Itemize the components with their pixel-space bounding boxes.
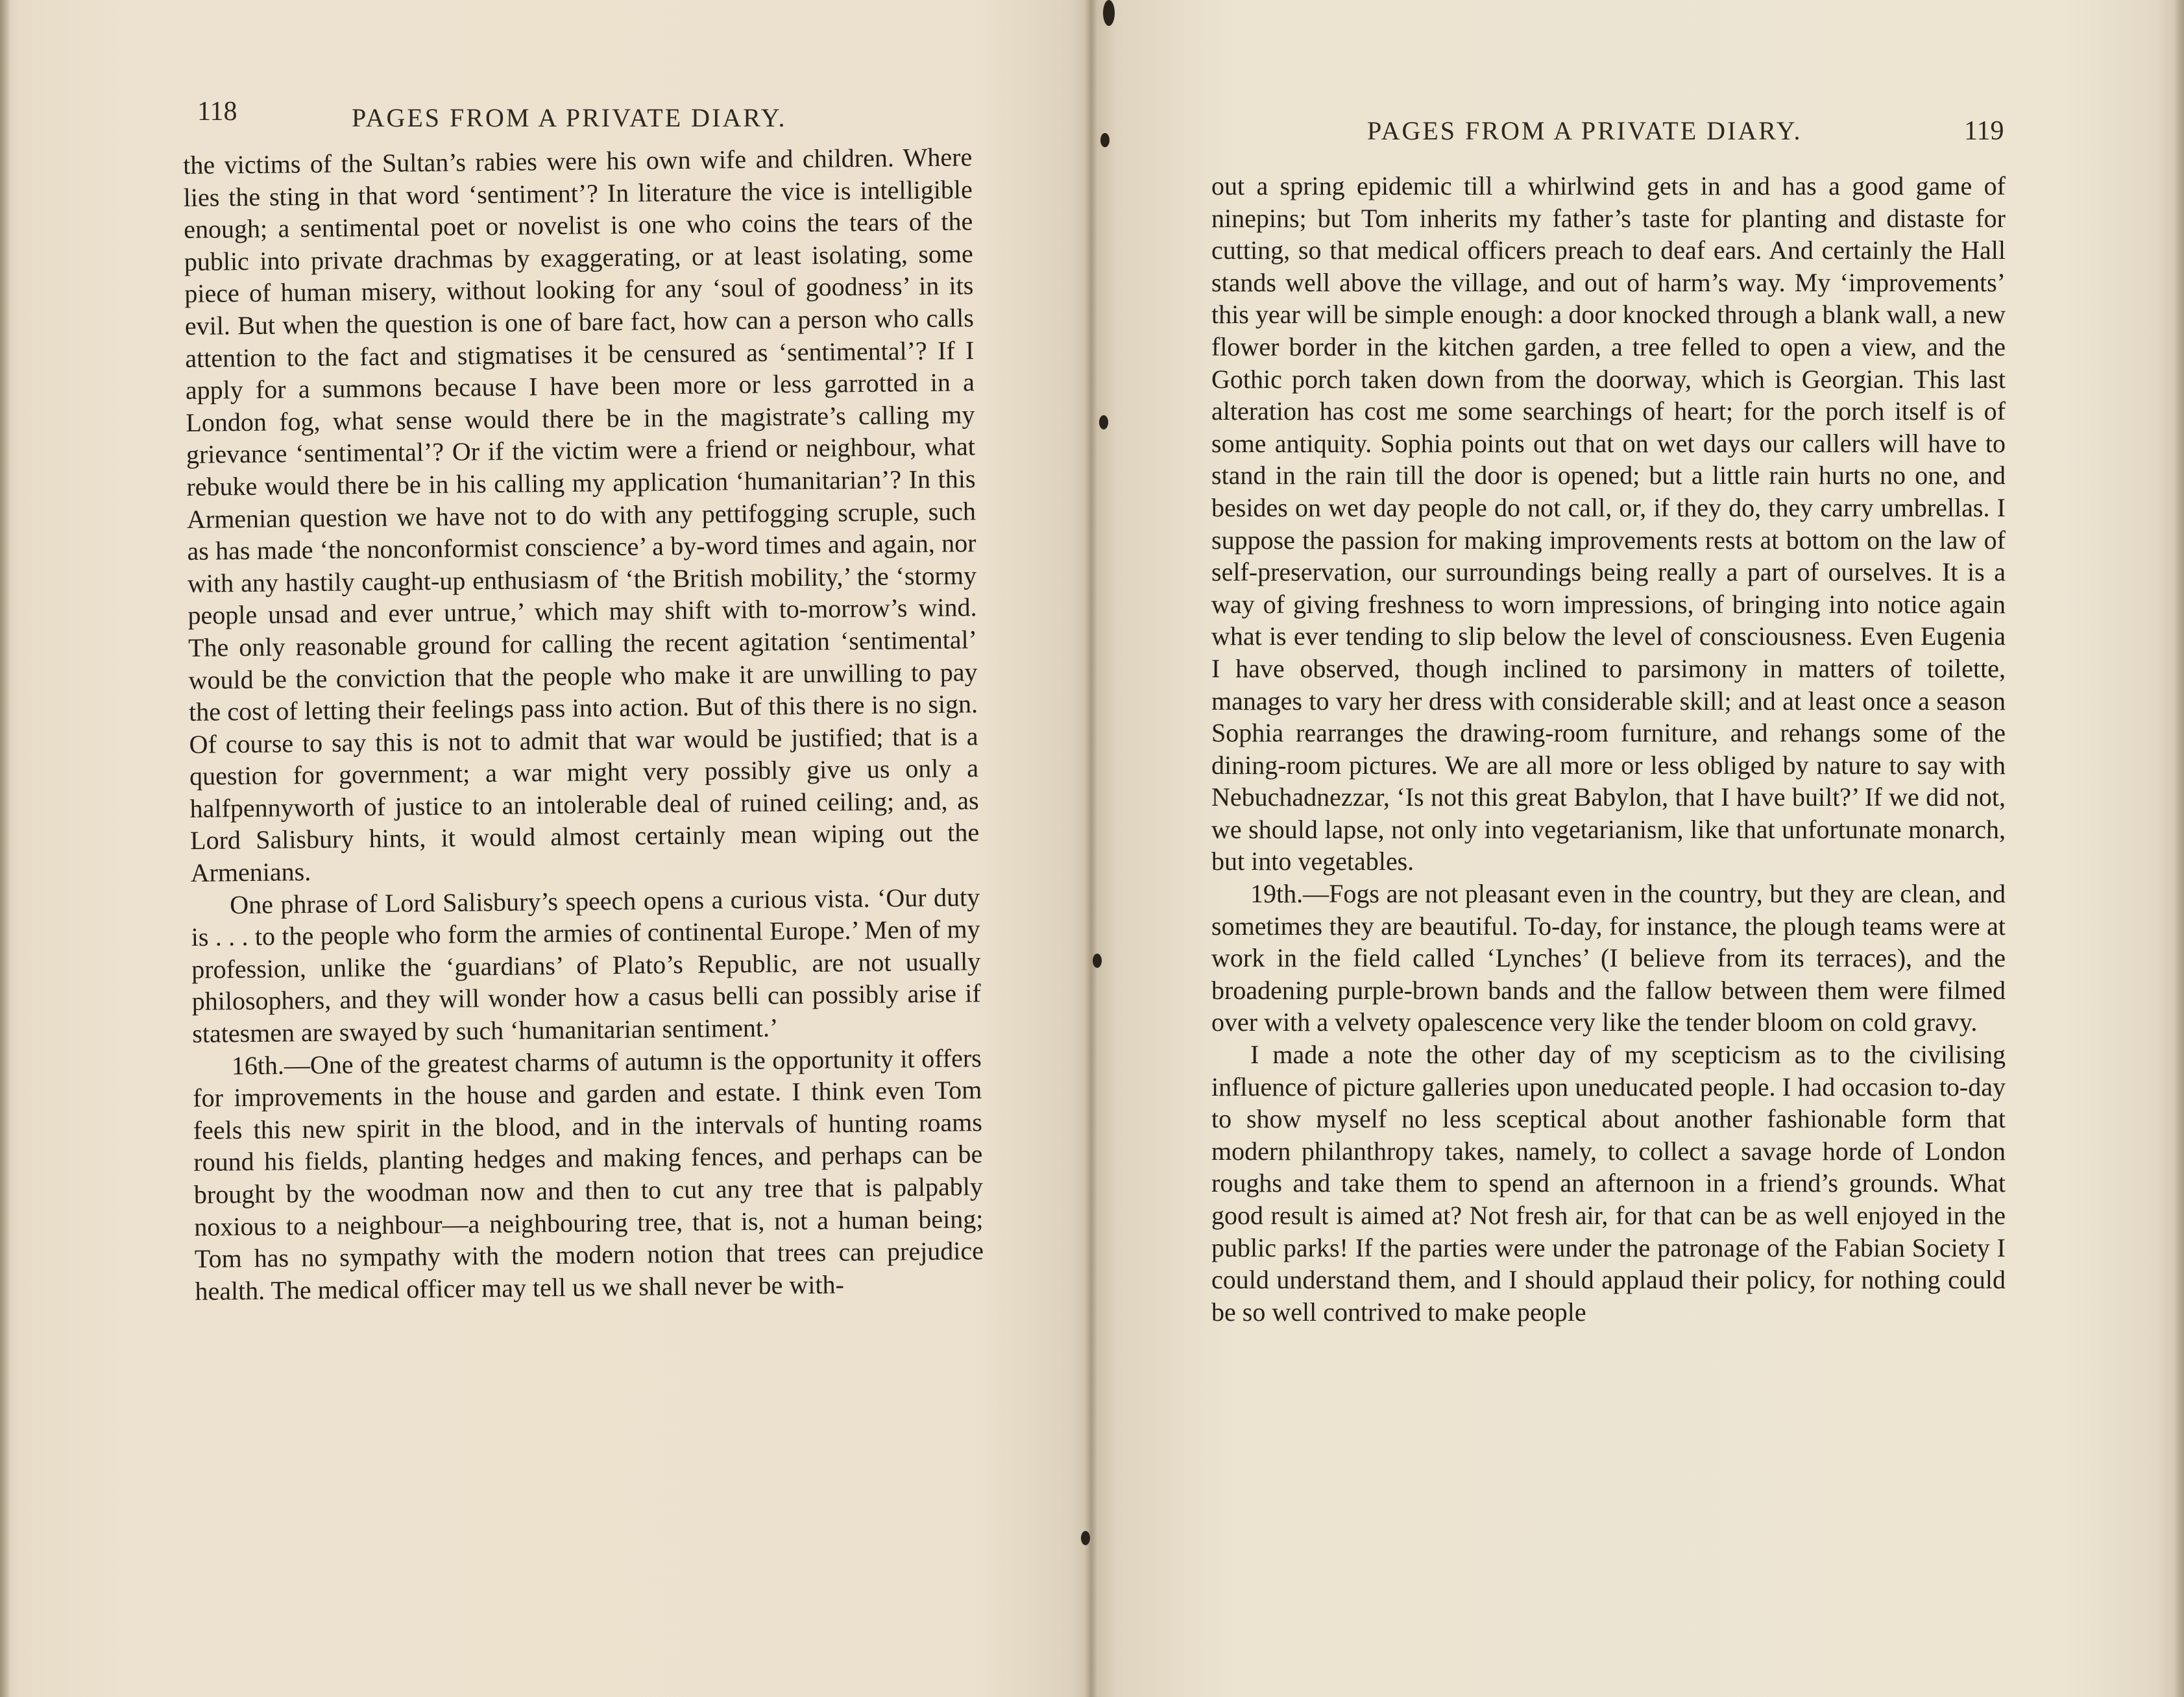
left-paragraph-2: One phrase of Lord Salisbury’s speech opens a curious vista. ‘Our duty is . . . to the people who form the armies of continental Europe.’ Men of my profession, unlike the ‘guardians’ of Plato’s Republic, are not usually philosophers, and they will wonder how a casus belli can possibly arise if statesmen are swayed by such ‘humanitarian sentiment.’ [191, 882, 981, 1048]
left-page-edge [0, 0, 10, 1697]
right-paragraph-2: 19th.—Fogs are not pleasant even in the country, but they are clean, and sometimes they are beautiful. To-day, for instance, the plough teams were at work in the field called ‘Lynches’ (I believe from its terraces), and the broadening purple-brown bands and the fallow between them were filmed over with a velvety opalescence very like the tender bloom on cold gravy. [1211, 879, 2006, 1037]
book-gutter [1085, 0, 1098, 1697]
right-page-number: 119 [1964, 116, 2004, 146]
left-paragraph-3: 16th.—One of the greatest charms of autumn is the opportunity it offers for improvements in the house and garden and estate. I think even Tom feels this new spirit in the blood, and in the intervals of hunting roams round his fields, planting hedges and making fences, and perhaps can be brought by the woodman now and then to cut any tree that is palpably noxious to a neighbour—a neighbouring tree, that is, not a human being; Tom has no sympathy with the modern notion that trees can prejudice health. The medical officer may tell us we shall never be with- [193, 1042, 984, 1306]
left-page-number: 118 [197, 97, 237, 126]
binding-thread-mark [1099, 415, 1108, 429]
binding-thread-mark [1081, 1531, 1090, 1545]
left-running-head: PAGES FROM A PRIVATE DIARY. [352, 103, 787, 132]
right-paragraph-1: out a spring epidemic till a whirlwind gets in and has a good game of ninepins; but Tom inherits my father’s taste for planting and distaste for cutting, so that medical officers preach to deaf ears. And certainly the Hall stands well above the village, and out of harm’s way. My ‘improvements’ this year will be simple enough: a door knocked through a blank wall, a new flower border in the kitchen garden, a tree felled to open a view, and the Gothic porch taken down from the doorway, which is Georgian. This last alteration has cost me some searchings of heart; for the porch itself is of some antiquity. Sophia points out that on wet days our callers will have to stand in the rain till the door is opened; but a little rain hurts no one, and besides on wet day people do not call, or, if they do, they carry umbrellas. I suppose the passion for making improvements rests at bottom on the law of self-preservation, our surroundings being really a part of ourselves. It is a way of giving freshness to worn impressions, of bringing into notice again what is ever tending to slip below the level of consciousness. Even Eugenia I have observed, though inclined to parsimony in matters of toilette, manages to vary her dress with considerable skill; and at least once a season Sophia rearranges the drawing-room furniture, and rehangs some of the dining-room pictures. We are all more or less obliged by nature to say with Nebuchadnezzar, ‘Is not this great Babylon, that I have built?’ If we did not, we should lapse, not only into vegetarianism, like that unfortunate monarch, but into vegetables. [1211, 171, 2006, 876]
left-body-text [183, 141, 984, 1307]
binding-thread-mark [1103, 0, 1115, 26]
binding-thread-mark [1100, 133, 1110, 147]
binding-thread-mark [1093, 954, 1102, 968]
right-running-head: PAGES FROM A PRIVATE DIARY. [1367, 116, 1802, 145]
right-paragraph-3: I made a note the other day of my scepticism as to the civilising influence of picture galleries upon uneducated people. I had occasion to-day to show myself no less sceptical about another fashionable form that modern philanthropy takes, namely, to collect a savage horde of London roughs and take them to spend an afternoon in a friend’s grounds. What good result is aimed at? Not fresh air, for that can be as well enjoyed in the public parks! If the parties were under the patronage of the Fabian Society I could understand them, and I should applaud their policy, for nothing could be so well contrived to make people [1211, 1040, 2006, 1327]
right-page-edge [2174, 0, 2184, 1697]
left-page [0, 0, 1091, 1697]
right-body-text [1211, 170, 2006, 1328]
right-page [1091, 0, 2184, 1697]
left-paragraph-1: the victims of the Sultan’s rabies were his own wife and children. Where lies the sting in that word ‘sentiment’? In literature the vice is intelligible enough; a sentimental poet or novelist is one who coins the tears of the public into private drachmas by exaggerating, or at least isolating, some piece of human misery, without looking for any ‘soul of goodness’ in its evil. But when the question is one of bare fact, how can a person who calls attention to the fact and stigmatises it be censured as ‘sentimental’? If I apply for a summons because I have been more or less garrotted in a London fog, what sense would there be in the magistrate’s calling my grievance ‘sentimental’? Or if the victim were a friend or neighbour, what rebuke would there be in his calling my application ‘humanitarian’? In this Armenian question we have not to do with any pettifogging scruple, such as has made ‘the nonconformist conscience’ a by-word times and again, nor with any hastily caught-up enthusiasm of ‘the British mobility,’ the ‘stormy people unsad and ever untrue,’ which may shift with to-morrow’s wind. The only reasonable ground for calling the recent agitation ‘sentimental’ would be the conviction that the people who make it are unwilling to pay the cost of letting their feelings pass into action. But of this there is no sign. Of course to say this is not to admit that war would be justified; that is a question for government; a war might very possibly give us only a halfpennyworth of justice to an intolerable deal of ruined ceiling; and, as Lord Salisbury hints, it would almost certainly mean wiping out the Armenians. [183, 142, 980, 888]
